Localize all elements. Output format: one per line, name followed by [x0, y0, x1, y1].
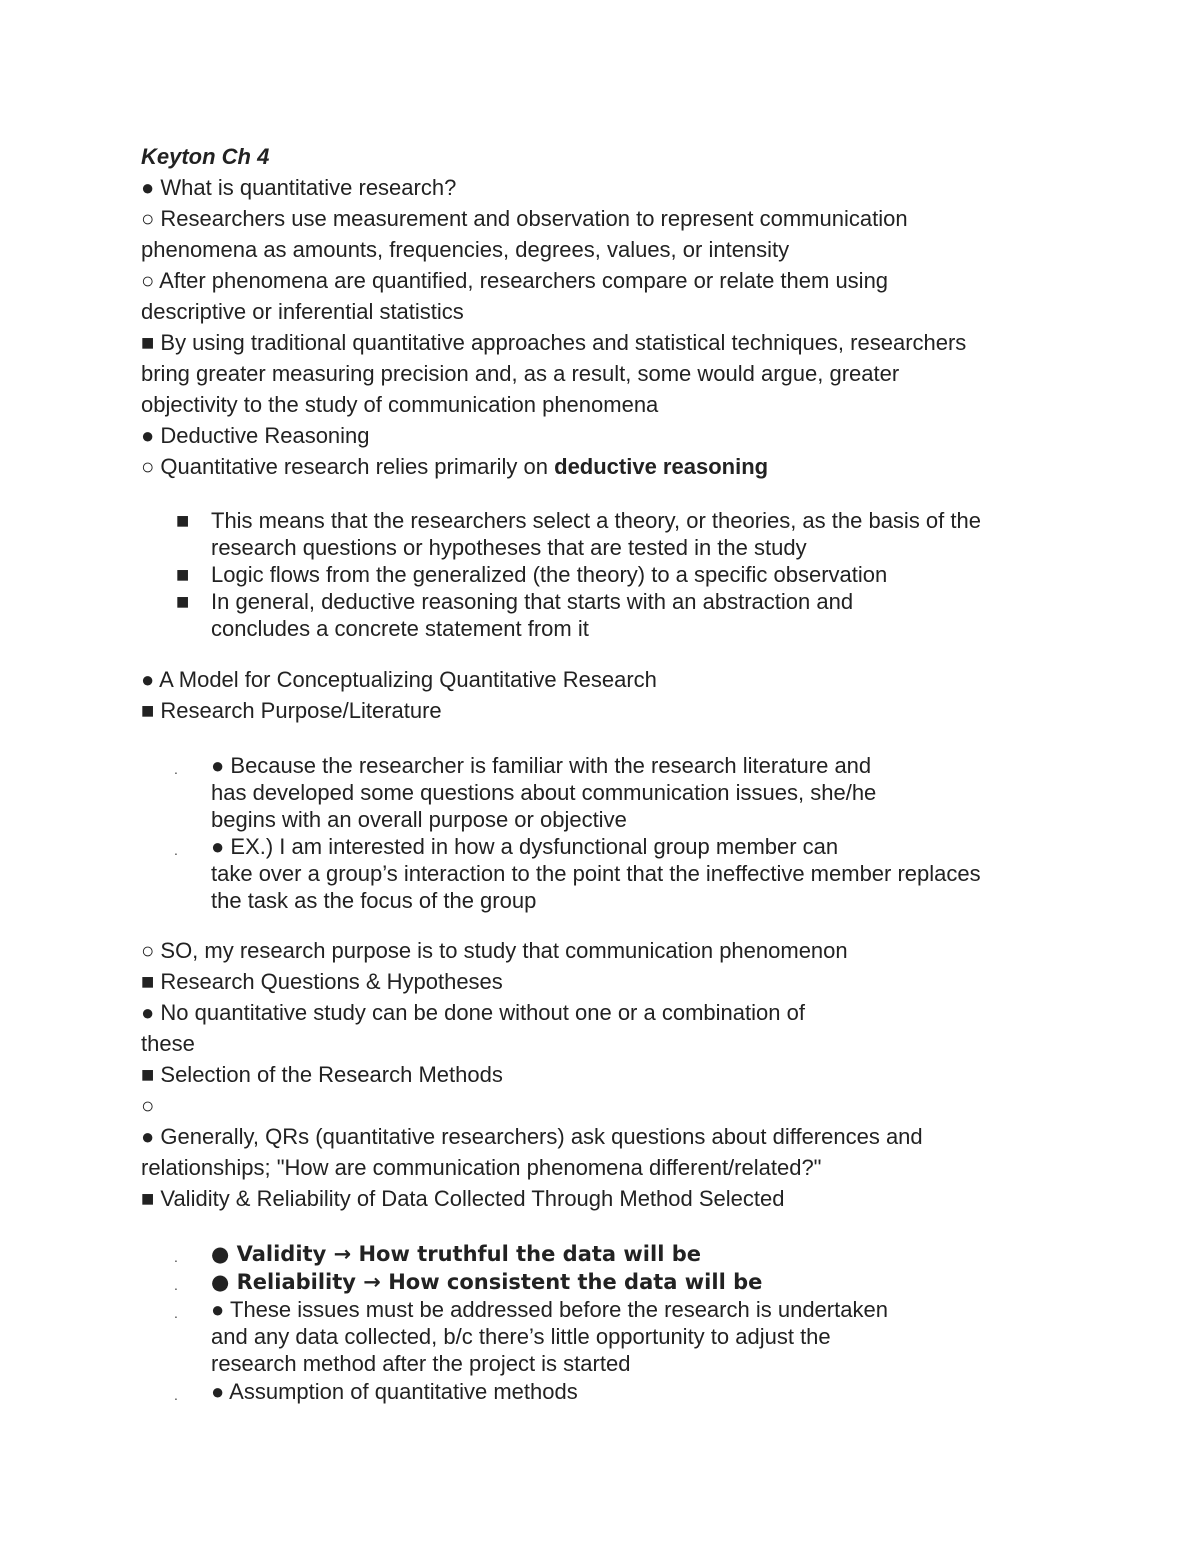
text-line: In general, deductive reasoning that starts with an abstraction and	[211, 589, 854, 614]
square-bullet: ■	[176, 562, 190, 587]
text-line: ● EX.) I am interested in how a dysfunctional group member can	[211, 834, 839, 859]
text-line: ● These issues must be addressed before the research is undertaken	[211, 1297, 888, 1322]
text-line: has developed some questions about communication issues, she/he	[211, 780, 877, 805]
square-bullet: ■	[176, 508, 190, 533]
text-run: ○ Quantitative research relies primarily on	[141, 454, 555, 479]
text-line: ● Generally, QRs (quantitative researchers) ask questions about differences and	[141, 1124, 923, 1149]
text-line: ■ Validity & Reliability of Data Collected Through Method Selected	[141, 1186, 785, 1211]
text-line: ● Assumption of quantitative methods	[211, 1379, 578, 1404]
text-line: ■ Selection of the Research Methods	[141, 1062, 503, 1087]
list-marker-dot: .	[174, 1249, 178, 1265]
text-line: This means that the researchers select a theory, or theories, as the basis of the	[211, 508, 981, 533]
text-line: ■ Research Purpose/Literature	[141, 698, 442, 723]
square-bullet: ■	[176, 589, 190, 614]
text-line: concludes a concrete statement from it	[211, 616, 589, 641]
text-line: ○ After phenomena are quantified, researchers compare or relate them using	[141, 268, 889, 293]
text-line: ● What is quantitative research?	[141, 175, 457, 200]
list-marker-dot: .	[174, 842, 178, 858]
text-line: descriptive or inferential statistics	[141, 299, 464, 324]
list-marker-dot: .	[174, 1277, 178, 1293]
text-line: ○ Researchers use measurement and observation to represent communication	[141, 206, 908, 231]
bold-term: deductive reasoning	[554, 454, 769, 479]
text-line: ● Deductive Reasoning	[141, 423, 370, 448]
text-line: bring greater measuring precision and, as a result, some would argue, greater	[141, 361, 900, 386]
text-line: objectivity to the study of communication phenomena	[141, 392, 659, 417]
list-marker-dot: .	[174, 1387, 178, 1403]
text-line: ■ Research Questions & Hypotheses	[141, 969, 503, 994]
list-marker-dot: .	[174, 761, 178, 777]
text-line	[141, 454, 768, 480]
text-line: begins with an overall purpose or objective	[211, 807, 627, 832]
text-line: research questions or hypotheses that are tested in the study	[211, 535, 807, 560]
text-line: Logic flows from the generalized (the theory) to a specific observation	[211, 562, 888, 587]
text-line: take over a group’s interaction to the point that the ineffective member replaces	[211, 861, 981, 886]
text-line-bold: ● Validity → How truthful the data will be	[211, 1242, 701, 1266]
text-line: ● A Model for Conceptualizing Quantitative Research	[141, 667, 657, 692]
text-line: the task as the focus of the group	[211, 888, 537, 913]
text-line: ○ SO, my research purpose is to study that communication phenomenon	[141, 938, 848, 963]
text-line: phenomena as amounts, frequencies, degrees, values, or intensity	[141, 237, 790, 262]
text-line: research method after the project is started	[211, 1351, 631, 1376]
text-line: ○	[141, 1093, 155, 1118]
text-line: these	[141, 1031, 195, 1056]
text-line-bold: ● Reliability → How consistent the data will be	[211, 1270, 763, 1294]
text-line: relationships; "How are communication phenomena different/related?"	[141, 1155, 822, 1180]
text-line: ■ By using traditional quantitative approaches and statistical techniques, researchers	[141, 330, 967, 355]
list-marker-dot: .	[174, 1305, 178, 1321]
document-title: Keyton Ch 4	[141, 144, 270, 169]
text-line: ● No quantitative study can be done without one or a combination of	[141, 1000, 805, 1025]
text-line: and any data collected, b/c there’s little opportunity to adjust the	[211, 1324, 831, 1349]
text-line: ● Because the researcher is familiar with the research literature and	[211, 753, 872, 778]
